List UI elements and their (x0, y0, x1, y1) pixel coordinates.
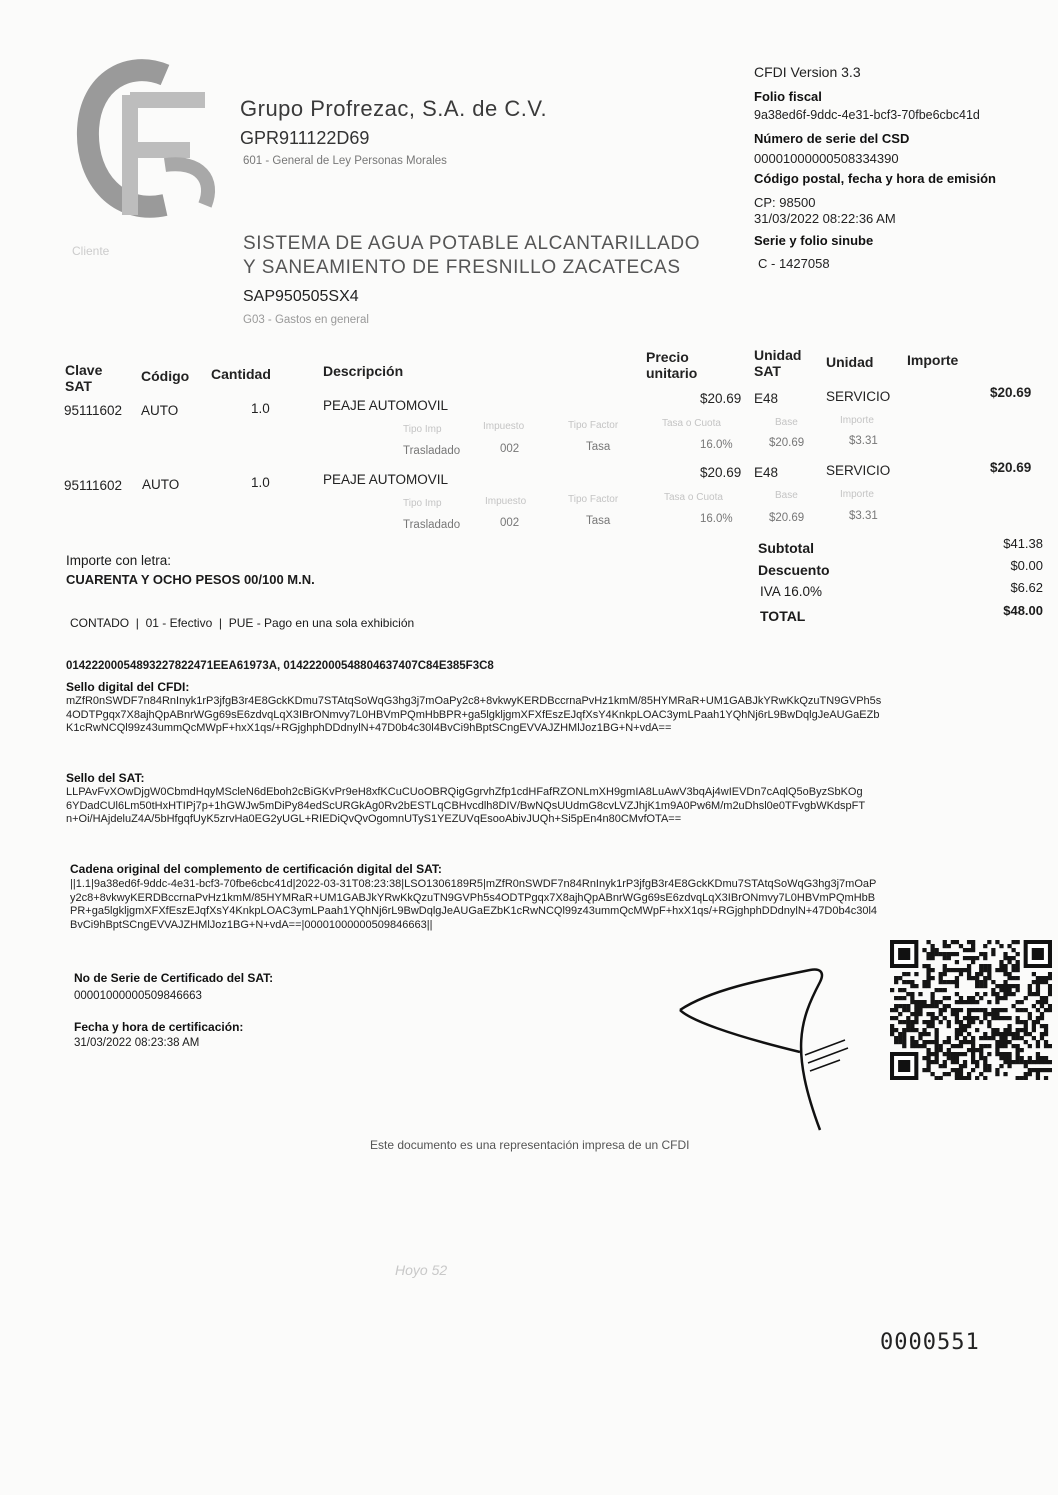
row2-tax-base: $20.69 (769, 512, 805, 524)
payment-method: CONTADO | 01 - Efectivo | PUE - Pago en una sola exhibición (70, 616, 415, 630)
company-logo (70, 55, 220, 225)
amount-words-label: Importe con letra: (66, 553, 172, 568)
serie-csd: 00001000000508334390 (754, 151, 899, 166)
qr-code (890, 940, 1052, 1080)
row1-tax-h-factor: Tipo Factor (568, 420, 619, 431)
row2-tax-importe: $3.31 (849, 510, 878, 522)
row1-tax-base: $20.69 (769, 437, 805, 449)
th-clave-sat-line1: Clave (65, 362, 103, 378)
th-unidad-sat-line2: SAT (754, 363, 781, 379)
total-value: $48.00 (1003, 603, 1043, 618)
th-unidad-sat (754, 347, 801, 379)
th-precio-line1: Precio (646, 349, 689, 365)
postal-code: CP: 98500 (754, 195, 816, 210)
row2-unidad-sat: E48 (754, 465, 779, 480)
th-precio (646, 349, 697, 381)
fecha-emision: 31/03/2022 08:22:36 AM (754, 211, 896, 226)
row1-tax-h-impuesto: Impuesto (483, 421, 525, 432)
row1-codigo: AUTO (141, 403, 179, 418)
client-label: Cliente (72, 244, 110, 258)
sat-cert-number: 00001000000509846663 (74, 990, 202, 1002)
issuer-regime: 601 - General de Ley Personas Morales (243, 155, 447, 167)
cadena-original: ||1.1|9a38ed6f-9ddc-4e31-bcf3-70fbe6cbc41d|2022-03-31T08:23:38|LSO1306189R5|mZfR0nSWDF7n84RnInyk1rP3jfgB3r4E8GckKDmu7STAtqSoWqG3hg3j7mOaPy2c8+8vkwyKERDBccrnaPvHz1kmM/85HYMRaR+UM1GABJkYRwKkQzuTN9GVPh5s4ODTPgqx7X8ajhQpABnrWGg69sE6zdvqLqX3IBrONmvy7L0HBVmPQmHbBPR+ga5lgkljgmXFXfEszEJqfXsY4KnkpLOAC3ymLPaah1YQhNj6rL9BwDqlgJeAUGaEZbK1cRwNCQl99z43ummQcMWpF+hxX1qs/+RGjghphDDdnylN+47D0b4c30l4BvCi9hBptSCngEVVAJZHMlJoz1BG+N+vdA==|00001000000509846663|| (70, 878, 878, 931)
descuento-label: Descuento (758, 562, 830, 578)
th-precio-line2: unitario (646, 365, 698, 381)
row2-tax-tipo: Trasladado (403, 519, 461, 531)
amount-words: CUARENTA Y OCHO PESOS 00/100 M.N. (66, 572, 315, 587)
sello-sat-label: Sello del SAT: (66, 771, 145, 785)
cp-fecha-label: Código postal, fecha y hora de emisión (754, 171, 996, 186)
row1-tax-tasa: 16.0% (700, 439, 733, 451)
row2-tax-tasa: 16.0% (700, 513, 733, 525)
row1-tax-h-tasa: Tasa o Cuota (662, 418, 721, 429)
row2-tax-h-factor: Tipo Factor (568, 494, 619, 505)
serie-sinube: C - 1427058 (758, 256, 830, 271)
client-name (243, 232, 763, 280)
row2-tax-factor: Tasa (586, 515, 611, 527)
row1-cantidad: 1.0 (251, 401, 270, 416)
client-rfc: SAP950505SX4 (243, 288, 359, 305)
row1-precio: $20.69 (700, 391, 742, 406)
footnote: Este documento es una representación impresa de un CFDI (370, 1138, 690, 1152)
client-name-line2: Y SANEAMIENTO DE FRESNILLO ZACATECAS (243, 257, 681, 278)
row2-importe: $20.69 (990, 460, 1032, 475)
row1-clave: 95111602 (64, 403, 123, 418)
row1-tax-importe: $3.31 (849, 435, 878, 447)
sello-cfdi-label: Sello digital del CFDI: (66, 680, 190, 694)
row1-importe: $20.69 (990, 385, 1032, 400)
row1-descripcion: PEAJE AUTOMOVIL (323, 398, 449, 413)
row2-tax-h-impuesto: Impuesto (485, 496, 527, 507)
row2-tax-h-tipo: Tipo Imp (403, 498, 442, 509)
row1-tax-factor: Tasa (586, 441, 611, 453)
client-name-line1: SISTEMA DE AGUA POTABLE ALCANTARILLADO (243, 233, 701, 254)
row2-descripcion: PEAJE AUTOMOVIL (323, 472, 449, 487)
serie-sinube-label: Serie y folio sinube (754, 233, 874, 248)
subtotal-value: $41.38 (1003, 536, 1043, 551)
handwritten-note: Hoyo 52 (395, 1262, 448, 1278)
folio-fiscal: 9a38ed6f-9ddc-4e31-bcf3-70fbe6cbc41d (754, 108, 980, 122)
client-cfdi-use: G03 - Gastos en general (243, 314, 369, 326)
certificate-ids: 01422200054893227822471EEA61973A, 014222000548804637407C84E385F3C8 (66, 660, 494, 672)
handwritten-signature (670, 960, 850, 1140)
row2-cantidad: 1.0 (251, 475, 270, 490)
total-label: TOTAL (760, 608, 806, 624)
sello-cfdi: mZfR0nSWDF7n84RnInyk1rP3jfgB3r4E8GckKDmu7STAtqSoWqG3hg3j7mOaPy2c8+8vkwyKERDBccrnaPvHz1kmM/85HYMRaR+UM1GABJkYRwKkQzuTN9GVPh5s4ODTPgqx7X8ajhQpABnrWGg69sE6zdvqLqX3IBrONmvy7L0HBVmPQmHbBPR+ga5lgkljgmXFXfEszEJqfXsY4KnkpLOAC3ymLPaah1YQhNj6rL9BwDqlgJeAUGaEZbK1cRwNCQl99z43ummQcMWpF+hxX1qs/+RGjghphDDdnylN+47D0b4c30l4BvCi9hBptSCngEVVAJZHMlJoz1BG+N+vdA== (66, 695, 882, 734)
descuento-value: $0.00 (1010, 558, 1043, 573)
row1-tax-h-base: Base (775, 417, 798, 428)
row2-precio: $20.69 (700, 465, 742, 480)
th-unidad-sat-line1: Unidad (754, 347, 802, 363)
serie-csd-label: Número de serie del CSD (754, 131, 910, 146)
iva-value: $6.62 (1010, 580, 1043, 595)
cert-date-label: Fecha y hora de certificación: (74, 1020, 244, 1034)
th-descripcion: Descripción (323, 363, 404, 379)
row1-tax-h-importe: Importe (840, 415, 874, 426)
iva-label: IVA 16.0% (760, 584, 823, 599)
th-unidad: Unidad (826, 354, 874, 370)
page-number: 0000551 (880, 1330, 980, 1355)
th-clave-sat (65, 362, 102, 394)
folio-fiscal-label: Folio fiscal (754, 89, 822, 104)
row2-tax-h-base: Base (775, 490, 798, 501)
cfdi-version: CFDI Version 3.3 (754, 64, 861, 80)
row1-unidad-sat: E48 (754, 391, 779, 406)
row2-tax-impuesto: 002 (500, 517, 520, 529)
row2-unidad: SERVICIO (826, 463, 891, 478)
row1-tax-h-tipo: Tipo Imp (403, 424, 442, 435)
row2-tax-h-importe: Importe (840, 489, 874, 500)
row2-clave: 95111602 (64, 478, 123, 493)
row2-codigo: AUTO (142, 477, 180, 492)
th-cantidad: Cantidad (211, 366, 271, 382)
th-codigo: Código (141, 368, 190, 384)
row1-tax-tipo: Trasladado (403, 445, 461, 457)
row1-tax-impuesto: 002 (500, 443, 520, 455)
row1-unidad: SERVICIO (826, 389, 891, 404)
subtotal-label: Subtotal (758, 540, 814, 556)
sat-cert-label: No de Serie de Certificado del SAT: (74, 971, 274, 985)
issuer-name: Grupo Profrezac, S.A. de C.V. (240, 96, 548, 121)
cadena-label: Cadena original del complemento de certificación digital del SAT: (70, 862, 442, 876)
issuer-rfc: GPR911122D69 (240, 128, 370, 148)
th-importe: Importe (907, 352, 959, 368)
cert-date: 31/03/2022 08:23:38 AM (74, 1037, 200, 1049)
sello-sat: LLPAvFvXOwDjgW0CbmdHqyMScleN6dEboh2cBiGKvPr9eH8xfKCuCUoOBRQigGgrvhZfp1cdHFafRZONLmXH9gmIA8LuAwV3bqAj4wIEVDn7cAqlQ5oByzSbKOg6YDadCUl6Lm50tHxHTIPj7p+1hGWJw5mDiPy84edScURGkAg0Rv2bESTLqCBHvcdlh8DIV/BwNQsUUdmG8cvLVZJhjK1m9A0Pw6M/m2uDhsl0e0TFvgbWKdspFTn+Oi/HAjdeluZ4A/5bHfgqfUyK5zrvHa0EG2yUGL+RIEDiQvQvOgomnUTyS1YEZUVqEsooAbivJUQh+Si5pEn4n80CMvfOTA== (66, 786, 866, 825)
th-clave-sat-line2: SAT (65, 378, 92, 394)
row2-tax-h-tasa: Tasa o Cuota (664, 492, 723, 503)
